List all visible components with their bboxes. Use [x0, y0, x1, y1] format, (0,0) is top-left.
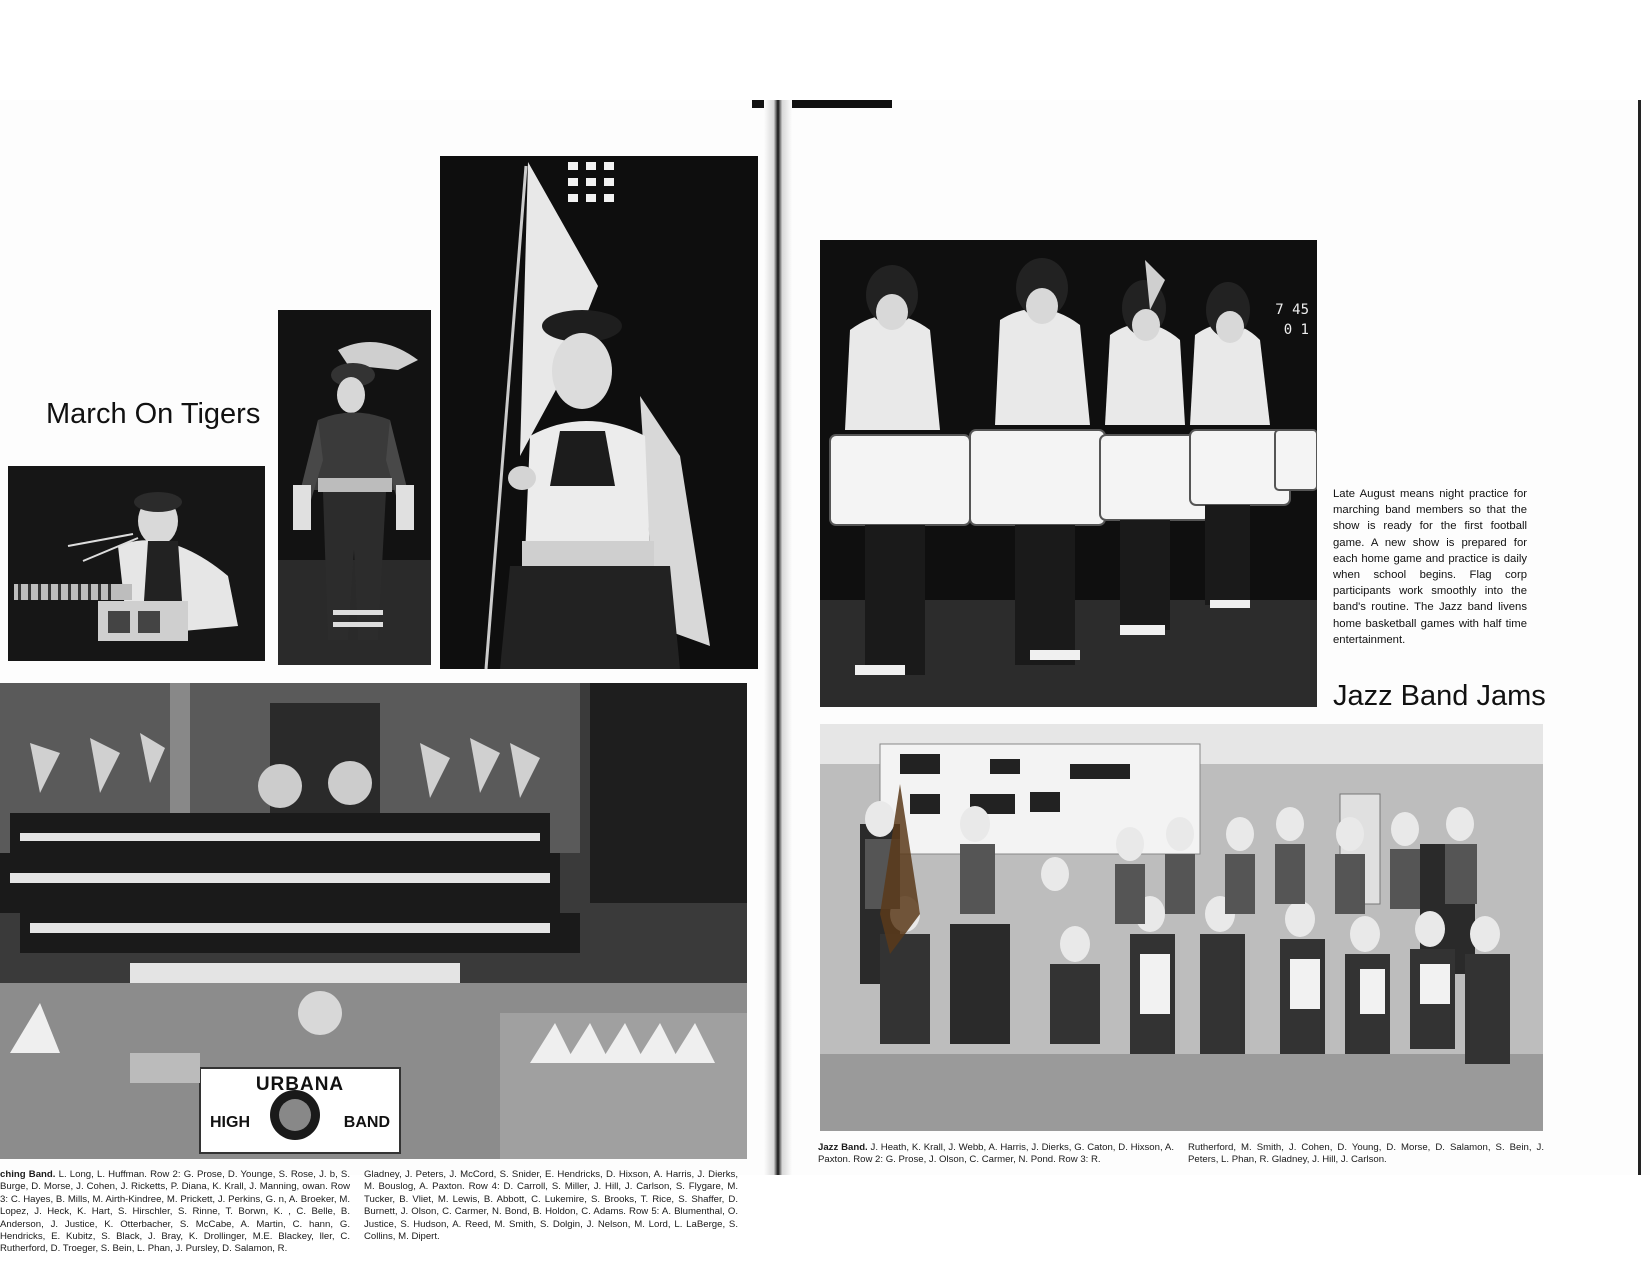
- caption-marching-band-text2: Gladney, J. Peters, J. McCord, S. Snider, E. Hendricks, D. Hixson, A. Harris, J. Dierks, M. Bouslog, A. Paxton. Row 4: D. Carroll, S. Miller, J. Hill, J. Carlson, S. Flygare, M. Tucker, B. Vliet, M. Lewis, B. Abbott, C. Lukemire, S. Brooks, T. Rice, S. Shaffer, D. Burnett, J. Olson, C. Carmer, N. Bond, B. Holdon, C. Adams. Row 5: A. Blumenthal, O. Justice, S. Hudson, A. Reed, M. Smith, S. Dolgin, J. Nelson, M. Lord, L. LaBerge, S. Collins, M. Dipert.: [364, 1169, 738, 1243]
- caption-jazz-band-text2: Rutherford, M. Smith, J. Cohen, D. Young, D. Morse, D. Salamon, S. Bein, J. Peters, L. Phan, R. Gladney, J. Hill, J. Carlson.: [1188, 1142, 1544, 1166]
- page-right-edge: [1638, 100, 1641, 1175]
- scoreboard-line-2: 0 1: [1283, 322, 1309, 338]
- caption-jazz-band-lead: Jazz Band.: [818, 1142, 868, 1153]
- photo-flag-carrier: [440, 156, 758, 669]
- caption-marching-band-text1: L. Long, L. Huffman. Row 2: G. Prose, D. Younge, S. Rose, J. b, S. Burge, D. Morse, J. Cohen, J. Ricketts, P. Diana, K. Krall, J. Manning, owan. Row 3: C. Hayes, B. Mills, M. Airth-Kindree, M. Prickett, J. Perkins, G. n, A. Broeker, M. Lopez, J. Heck, K. Hart, S. Hirschler, S. Rinne, T. Borwn, K. , C. Belle, B. Anderson, J. Justice, K. Otterbacher, S. McCabe, A. Martin, C. hann, G. Hendricks, E. Kubitz, S. Black, J. Bray, K. Drollinger, M.E. Blackey, ller, C. Rutherford, D. Troeger, S. Bein, L. Phan, J. Pursley, D. Salamon, R.: [0, 1169, 350, 1255]
- story-body-text: Late August means night practice for marching band members so that the show is ready for the first football game. A new show is prepared for each home game and practice is daily when school begins. Flag corp participants work smoothly into the band's routine. The Jazz band livens home basketball games with half time entertainment.: [1333, 488, 1527, 646]
- scoreboard-line-1: 7 45: [1275, 302, 1309, 318]
- caption-jazz-band-text1: J. Heath, K. Krall, J. Webb, A. Harris, J. Dierks, G. Caton, D. Hixson, A. Paxton. Row 2: G. Prose, J. Olson, C. Carmer, N. Pond. Row 3: R.: [818, 1142, 1174, 1166]
- caption-jazz-band-col2: [1188, 1142, 1544, 1167]
- caption-jazz-band-col1: [818, 1142, 1174, 1167]
- caption-marching-band-col1: [0, 1169, 350, 1256]
- yearbook-spread: [0, 100, 1650, 1255]
- photo-drumline-night: [820, 240, 1317, 707]
- caption-marching-band-col2: [364, 1169, 738, 1243]
- photo-xylophone-player: [8, 466, 265, 661]
- photo-jazz-band-group: [820, 724, 1543, 1131]
- photo-marching-band-group: [0, 683, 747, 1159]
- scoreboard-readout: [1275, 300, 1309, 340]
- banner-word-band: BAND: [343, 1114, 390, 1131]
- caption-marching-band-lead: ching Band.: [0, 1169, 56, 1180]
- banner-word-high: HIGH: [210, 1114, 250, 1131]
- page-title-jazz-band-jams: Jazz Band Jams: [1333, 680, 1546, 712]
- page-gutter: [764, 100, 792, 1175]
- photo-costumed-performer: [278, 310, 431, 665]
- banner-urbana-high-band: [200, 1068, 400, 1153]
- page-title-march-on-tigers: March On Tigers: [46, 398, 261, 430]
- banner-line-urbana: URBANA: [255, 1074, 345, 1095]
